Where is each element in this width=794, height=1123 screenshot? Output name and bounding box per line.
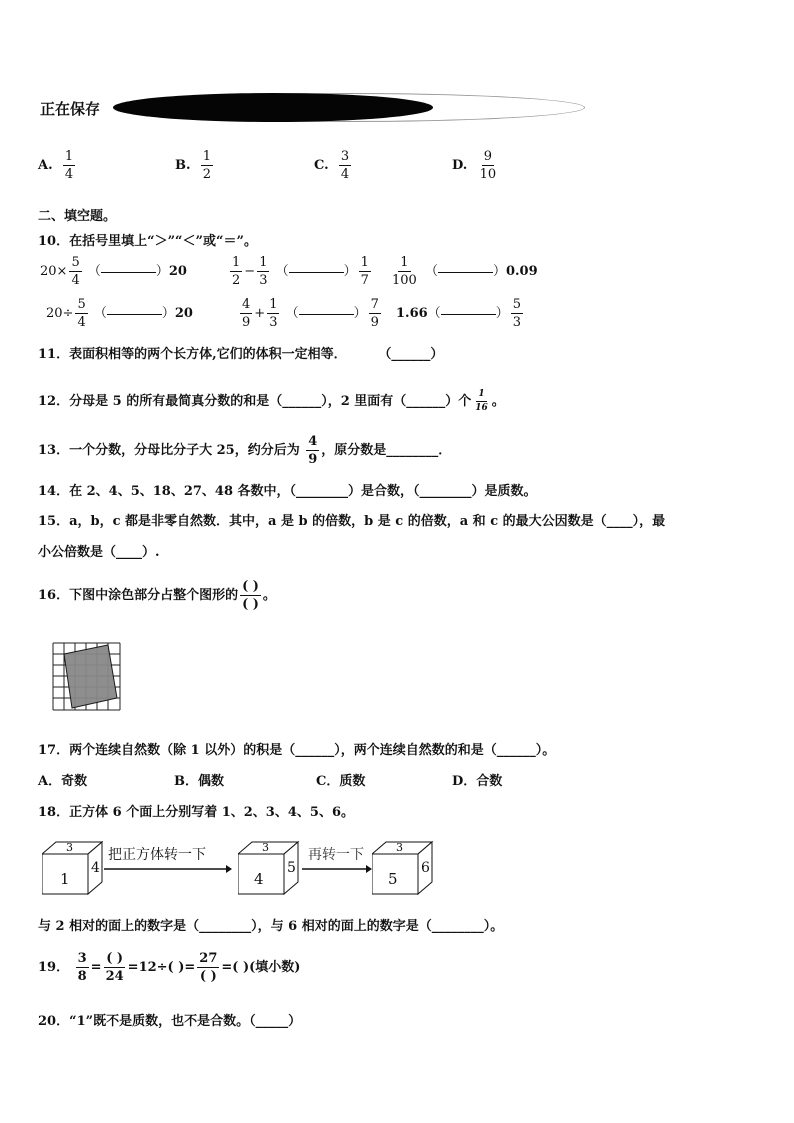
q17-option-d: D．合数 [452,774,503,789]
cube-2: 3 4 5 [238,840,300,896]
q10-row1-b: $\frac{1}{2}$ − $\frac{1}{3}$ （ ） $\frac{1}{7}$ [232,255,369,288]
q17-option-b: B．偶数 [174,774,224,789]
q13-text: 13．一个分数，分母比分子大 25，约分后为 $\frac{4}{9}$ ，原分数是________． [38,434,452,467]
arrow-1-label: 把正方体转一下 [108,847,206,863]
q11-text: 11．表面积相等的两个长方体,它们的体积一定相等． （______） [38,347,444,362]
shaded-grid-figure [52,642,122,712]
q19-text: 19． $\frac{3}{8}$ = $\frac{( )}{24}$ =12÷( )= $\frac{27}{( )}$ =( )(填小数) [38,951,301,984]
q18-text: 18．正方体 6 个面上分别写着 1、2、3、4、5、6。 [38,805,354,820]
q10-row1-c: $\frac{1}{100}$ （ ）0.09 [392,255,538,288]
q17-option-c: C．质数 [316,774,366,789]
arrow-2 [302,864,372,874]
cube-1: 3 1 4 [42,840,104,896]
q14-text: 14．在 2、4、5、18、27、48 各数中，（________）是合数，（________）是质数。 [38,484,537,499]
q10-row1-a: 20× $\frac{5}{4}$ （ ）20 [40,255,187,288]
saving-label: 正在保存 [40,100,101,118]
q10-row2-a: 20÷ $\frac{5}{4}$ （ ）20 [46,297,193,330]
cube-3: 3 5 6 [372,840,434,896]
q10-row2-c: 1.66（ ） $\frac{5}{3}$ [396,297,521,330]
q20-text: 20．“1”既不是质数，也不是合数。（_____） [38,1014,302,1029]
arrow-1 [104,864,232,874]
option-b: B. $\frac{1}{2}$ [175,149,212,182]
q10-text: 10．在括号里填上“＞”“＜”或“＝”。 [38,234,257,249]
option-d: D. $\frac{9}{10}$ [452,149,497,182]
q12-text: 12．分母是 5 的所有最简真分数的和是（______），2 里面有（______）个 $\frac{1}{16}$ 。 [38,389,505,413]
q16-text: 16．下图中涂色部分占整个图形的 $\frac{( )}{( )}$ 。 [38,579,276,612]
saving-progress-fill [113,93,433,122]
arrow-2-label: 再转一下 [308,847,364,863]
option-c: C. $\frac{3}{4}$ [314,149,350,182]
q15-line1: 15．a，b，c 都是非零自然数．其中，a 是 b 的倍数，b 是 c 的倍数，a 和 c 的最大公因数是（____），最 [38,514,666,529]
q18-answer: 与 2 相对的面上的数字是（________），与 6 相对的面上的数字是（________）。 [38,919,504,934]
q10-row2-b: $\frac{4}{9}$ + $\frac{1}{3}$ （ ） $\frac{7}{9}$ [242,297,379,330]
q15-line2: 小公倍数是（____）. [38,545,160,560]
q17-option-a: A．奇数 [38,774,88,789]
option-a: A. $\frac{1}{4}$ [38,149,74,182]
section-title: 二、填空题。 [38,209,117,224]
q17-text: 17．两个连续自然数（除 1 以外）的积是（______），两个连续自然数的和是（______）。 [38,743,556,758]
